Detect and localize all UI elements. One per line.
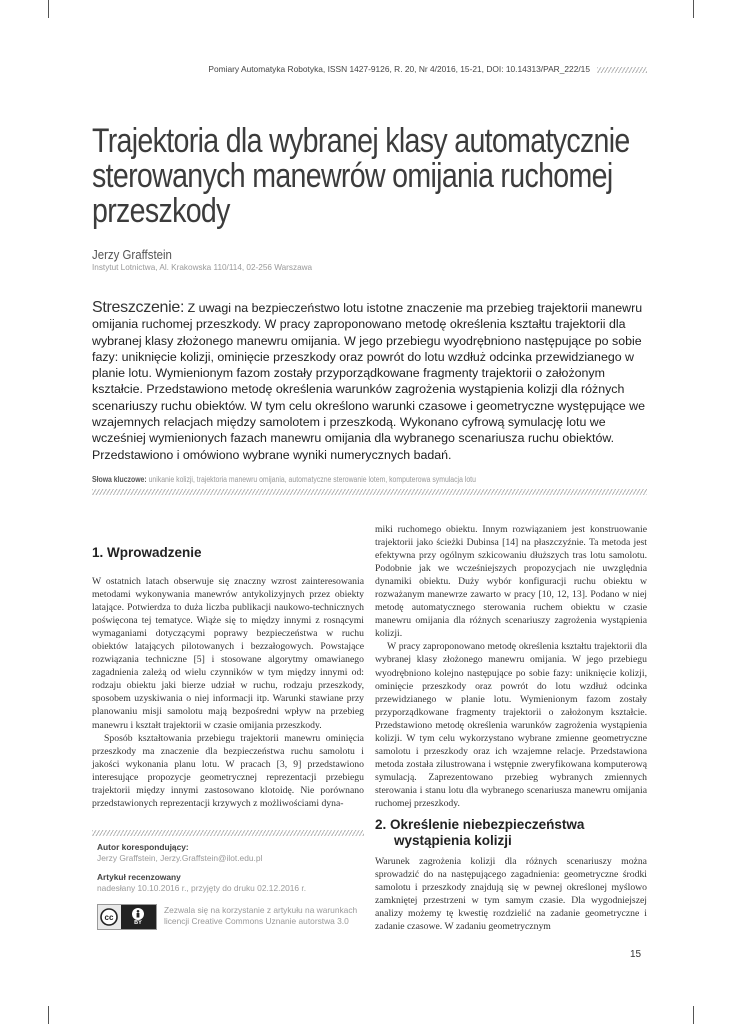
cc-logo-icon — [98, 905, 156, 929]
title-line: sterowanych manewrów omijania ruchomej — [92, 157, 613, 195]
footer-hatch-rule — [92, 830, 364, 836]
abstract — [92, 300, 652, 463]
keywords — [92, 475, 574, 484]
paragraph: W pracy zaproponowano metodę określenia kształtu trajektorii dla wybranej klasy złożonego manewru omijania. W jego przebiegu wyodrębniono kolejno następujące po sobie fazy: uniknięcie kolizji, ominięcie przeszkody oraz powrót do lotu wzdłuż odcinka przewidzianego w planie lotu. Wymienionym fazom zostały przyporządkowane fragmenty trajektorii o założonym kształcie. Przedstawiono metodę określenia warunków zagrożenia wystąpienia kolizji. W tym celu wykorzystano wybrane zmienne geometryczne samolotu i przeszkody oraz ich wzajemne relacje. Przedstawiona metoda została zilustrowana i wstępnie zweryfikowana komputerową symulacją. Zaprezentowano przebieg wybranych zmiennych sterowania i stanu lotu dla wybranego scenariusza manewru omijania ruchomej przeszkody. — [375, 641, 647, 809]
paragraph: Sposób kształtowania przebiegu trajektorii manewru ominięcia przeszkody ma znaczenie dla bezpieczeństwa ruchu samolotu i jakości wykonania planu lotu. W pracach [3, 9] przedstawiono interesujące propozycje geometrycznej reprezentacji przebiegu trajektorii między innymi zastosowano klotoidę. Nie porównano przedstawionych reprezentacji krzywych z możliwościami dyna- — [92, 732, 364, 809]
right-column-text — [375, 523, 647, 810]
section-2-title-line: 2. Określenie niebezpieczeństwa — [375, 817, 585, 832]
paragraph: W ostatnich latach obserwuje się znaczny wzrost zainteresowania metodami wykonywania manewrów antykolizyjnych przez obiekty latające. Potwierdza to duża liczba publikacji naukowo-technicznych poświęcona tej tematyce. Wiąże się to między innymi z rosnącymi wymaganiami dotyczącymi poprawy bezpieczeństwa w ruchu obiektów latających pilotowanych i bezzałogowych. Powstające rozwiązania techniczne [5] i stosowane algorytmy omawianego zagadnienia zależą od wielu czynników w tym między innymi od: rodzaju obiektu jaki bierze udział w ruchu, rodzaju przeszkody, sposobem uzyskiwania o niej informacji itp. Warunki stawiane przy planowaniu misji samolotu mają bezpośredni wpływ na przebieg manewru i kształt trajektorii w czasie omijania przeszkody. — [92, 576, 364, 731]
author-affiliation: Instytut Lotnictwa, Al. Krakowska 110/114, 02-256 Warszawa — [92, 263, 313, 272]
journal-header: Pomiary Automatyka Robotyka, ISSN 1427-9126, R. 20, Nr 4/2016, 15-21, DOI: 10.14313/PAR_222/15 — [208, 64, 590, 74]
keywords-label: Słowa kluczowe: — [92, 475, 147, 484]
crop-mark — [48, 0, 49, 18]
section-1-title: 1. Wprowadzenie — [92, 545, 202, 560]
svg-text:cc: cc — [104, 913, 114, 922]
left-column-text — [92, 575, 364, 810]
corresponding-author-text: Jerzy Graffstein, Jerzy.Graffstein@ilot.edu.pl — [97, 853, 263, 863]
creative-commons-badge — [97, 904, 157, 930]
paragraph: miki ruchomego obiektu. Innym rozwiązaniem jest konstruowanie trajektorii jako ścieżki Dubinsa [14] na płaszczyźnie. Ta metoda jest efektywna przy ogólnym szkicowaniu dłuższych tras lotu samolotu. Podobnie jak we wcześniejszych propozycjach nie uwzględnia dynamiki obiektu. Duży wybór konfiguracji ruchu obiektu w rozważanym manewrze zawarto w pracy [10, 12, 13]. Podano w niej metodę automatycznego sterowania ruchem obiektu w czasie manewru omijania dla różnych scenariuszy zagrożenia wystąpienia kolizji. — [375, 524, 647, 640]
license-text: Zezwala się na korzystanie z artykułu na warunkach licencji Creative Commons Uznanie autorstwa 3.0 — [164, 905, 358, 926]
keywords-hatch-rule — [92, 489, 647, 495]
title-line: Trajektoria dla wybranej klasy automatycznie — [92, 122, 630, 160]
crop-mark — [693, 0, 694, 18]
review-label: Artykuł recenzowany — [97, 872, 181, 882]
keywords-text: unikanie kolizji, trajektoria manewru omijania, automatyczne sterowanie lotem, komputerowa symulacja lotu — [146, 475, 476, 484]
header-hatch-rule — [597, 67, 647, 73]
corresponding-author-label: Autor korespondujący: — [97, 842, 189, 852]
author-name: Jerzy Graffstein — [92, 247, 172, 262]
page-number: 15 — [630, 949, 642, 960]
abstract-label: Streszczenie: — [92, 299, 185, 316]
abstract-text: Z uwagi na bezpieczeństwo lotu istotne znaczenie ma przebieg trajektorii manewru omijania ruchomej przeszkody. W pracy zaproponowano metodę określenia kształtu trajektorii dla wybranej klasy złożonego manewru omijania. W jego przebiegu wyodrębniono następujące po sobie fazy: uniknięcie kolizji, ominięcie przeszkody oraz powrót do lotu wzdłuż odcinka przewidzianego w planie lotu. Wymienionym fazom zostały przyporządkowane fragmenty trajektorii o założonym kształcie. Przedstawiono metodę określenia warunków zagrożenia wystąpienia kolizji dla różnych scenariuszy ruchu obiektów. W tym celu określono warunki czasowe i geometryczne występujące we wzajemnych relacjach między samolotem i przeszkodą. Wykonano cyfrową symulację lotu we wcześniej wymienionych fazach manewru omijania dla wybranego scenariusza ruchu obiektów. Przedstawiono i omówiono wybrane wyniki numerycznych badań. — [92, 301, 645, 462]
section-2-text — [375, 855, 647, 933]
footer-info — [97, 842, 367, 894]
review-text: nadesłany 10.10.2016 r., przyjęty do druku 02.12.2016 r. — [97, 883, 307, 893]
crop-mark — [48, 1006, 49, 1024]
cc-badge-label: BY — [134, 920, 142, 926]
crop-mark — [693, 1006, 694, 1024]
section-2-title-line: wystąpienia kolizji — [394, 833, 512, 848]
article-title — [92, 122, 630, 230]
section-2-title — [375, 817, 584, 849]
title-line: przeszkody — [92, 192, 230, 230]
paragraph: Warunek zagrożenia kolizji dla różnych scenariuszy można sprowadzić do na następującego zagadnienia: geometryczne środki samolotu i przeszkody znajdują się w pewnej określonej myślowo zamkniętej przestrzeni w tym samym czasie. Dla wygodniejszej analizy możemy tę kwestię rozdzielić na zadanie geometryczne i zadanie czasowe. W zadaniu geometrycznym — [375, 856, 647, 933]
